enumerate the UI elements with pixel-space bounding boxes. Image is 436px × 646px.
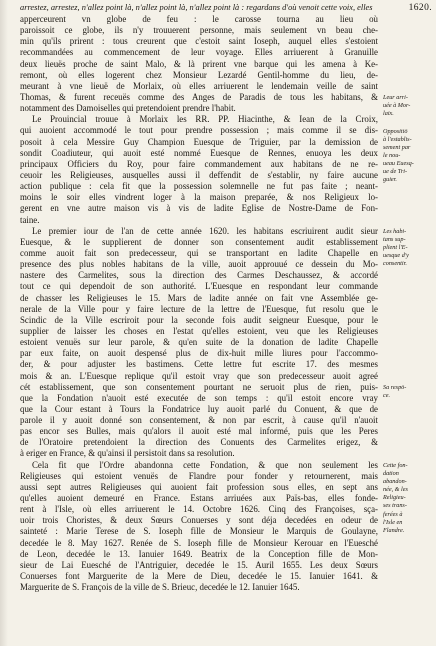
text-line: presence des plus nobles habitans de la ville, auoit approuué ce dessein du Mo- [20, 259, 378, 270]
text-line: pas encor ses Bulles, mais qu'alors il auoit esté mal informé, puis que les Peres [20, 426, 378, 437]
text-line: gerent en vne autre maison vis à vis de ladite Eglise de Nostre-Dame de Fon- [20, 203, 378, 214]
margin-note-line: dation [383, 470, 399, 478]
text-line: action publique : cela fit que la possession solemnelle ne fut pas faite ; neant- [20, 181, 378, 192]
text-line: mois & an. L'Euesque replique qu'il estoit vray que son predecesseur auoit agreé [20, 370, 378, 381]
text-line: à eriger en France, & qu'ainsi il persistoit dans sa resolution. [20, 448, 235, 459]
margin-note-line: l'Isle en [383, 518, 403, 526]
text-line: taine. [20, 214, 40, 225]
text-line: parole il y auoit donné son consentement, & non par escrit, à cause qu'il n'auoit [20, 415, 378, 426]
text-line: decedée le 8. May 1627. Renée de S. Ioseph fille de Monsieur Kerouar en l'Euesché [20, 537, 378, 548]
margin-note-line: née, & les [383, 486, 408, 494]
text-line: cét establissement, que son consentement pourtant ne seruoit plus de rien, puis- [20, 381, 378, 392]
text-line: que la Cour estant à Tours la Fondatrice luy auoit parlé du Conuent, & que de [20, 403, 378, 414]
margin-note-line: laix. [383, 110, 394, 118]
text-line: supplier de laisser les choses en l'estat qu'elles estoient, veu que les Religieuses [20, 325, 378, 336]
text-line: recommandées au commencement de leur voyage. Elles arriuerent à Granuille [20, 47, 378, 58]
margin-note-line: Religieu- [383, 494, 406, 502]
margin-note-line: tans sup- [383, 235, 406, 243]
main-text-column [20, 14, 378, 642]
running-head [20, 2, 432, 14]
text-line: der, & pour adjuster les bastimens. Cette lettre fut escrite 17. des mesmes [20, 359, 378, 370]
text-line: Scindic de la Ville escriroit pour la seconde fois audit seigneur Euesque, pour le [20, 314, 378, 325]
text-line: de chasser les Religieuses le 15. Mars de ladite année on fait vne Assemblée ge- [20, 292, 378, 303]
text-line: uoir trois Choristes, & deux Sœurs Conuerses y sont déja decedées en odeur de [20, 515, 378, 526]
text-line: notamment des Damoiselles qui pretendoient prendre l'habit. [20, 103, 236, 114]
text-line: paroissoit ce globe, ils n'y trouuerent personne, mais seulement vn beau che- [20, 25, 378, 36]
margin-note-line: ce. [383, 392, 391, 400]
margin-note-line: uesque d'y [383, 252, 409, 260]
text-line: qu'elles auoient demeuré en France. Estans arriuées aux Païs-bas, elles fonde- [20, 493, 378, 504]
text-line: Euesque, & le supplierent de donner son consentement audit establissement [20, 236, 378, 247]
text-line: remont, où elles logerent chez Monsieur Lezardé Gentil-homme du lieu, de- [20, 69, 378, 80]
text-line: apperceurent vn globe de feu : le carosse tourna au lieu où [20, 14, 378, 24]
margin-note-line: guier. [383, 176, 397, 184]
text-line: Le Prouincial trouue à Morlaix les RR. PP. Hiacinthe, & Iean de la Croix, [32, 114, 378, 125]
margin-note-line: à l'establis- [383, 135, 412, 143]
text-line: sieur de Lai Euesché de l'Antriguier, decedée le 15. Auril 1655. Les deux Sœurs [20, 559, 378, 570]
text-line: rent à l'Isle, où elles arriuerent le 14. Octobre 1626. Cinq des Françoises, sça- [20, 504, 378, 515]
margin-note-line: sement par [383, 143, 411, 151]
text-line: comme auoit fait son predecesseur, qui se transportant en ladite Chapelle en [20, 247, 378, 258]
text-line: Conuerses font Marguerite de la Mere de Dieu, decedée le 15. Ianuier 1641. & [20, 571, 378, 582]
margin-note-line: abandon- [383, 478, 407, 486]
margin-note-line: Les habi- [383, 227, 407, 235]
text-line: nerale de la Ville pour y faire lecture de la lettre de l'Euesque, fut resolu que le [20, 303, 378, 314]
margin-note-line: ue de Tri- [383, 167, 408, 175]
margin-note-line: plient l'E- [383, 244, 408, 252]
margin-note [383, 228, 435, 268]
margin-note-line: ferées à [383, 510, 403, 518]
text-line: de Leon, decedée le 13. Ianuier 1649. Beatrix de la Conception fille de Mon- [20, 548, 378, 559]
text-line: Cela fit que l'Ordre abandonna cette Fondation, & que non seulement les [32, 459, 378, 470]
text-line: par eux faite, on auoit despensé plus de dix-huit mille liures pour l'accommo- [20, 348, 378, 359]
text-line: nastere des Carmelites, sous la direction des Carmes Deschaussez, & accordé [20, 270, 378, 281]
text-line: qui auoient accommodé le tout pour prendre possession ; mais comme il se dis- [20, 125, 378, 136]
text-line: moins le soir elles vindrent loger à la maison preparée, & nos Religieux lo- [20, 192, 378, 203]
text-line: tout ce qui dependoit de son authorité. L'Euesque en respondant leur commande [20, 281, 378, 292]
margin-note-line: ueau Euesq- [383, 159, 414, 167]
text-line: deux lieuës proche de saint Malo, & là prirent vne barque qui les amena à Ke- [20, 58, 378, 69]
text-line: Le premier iour de l'an de cette année 1620. les habitans escriuirent audit sieur [32, 225, 378, 236]
margin-note-line: le nou- [383, 151, 401, 159]
margin-note-line: Flandre. [383, 526, 405, 534]
text-line: estoient venuës sur leur parole, & qu'en suite de la donation de ladite Chapelle [20, 337, 378, 348]
margin-note [383, 462, 435, 535]
margin-note-line: Leur arri- [383, 94, 408, 102]
text-line: aussi sept autres Religieuses qui auoient fait profession sous elles, en sept ans [20, 481, 378, 492]
margin-note-line: consentir. [383, 260, 407, 268]
text-line: min qu'ils prirent : tous creurent que c'estoit saint Ioseph, auquel elles s'estoient [20, 36, 378, 47]
margin-note-line: uée à Mor- [383, 102, 411, 110]
margin-note-line: Oppositiō [383, 127, 408, 135]
margin-note [383, 384, 435, 400]
text-line: Marguerite de S. François de la ville de S. Brieuc, decedée le 12. Ianuier 1645. [20, 582, 300, 593]
text-line: de l'Oratoire pretendoient la direction des Conuents des Carmelites erigez, & [20, 437, 378, 448]
margin-note [383, 94, 435, 118]
page-year: 1620. [408, 3, 432, 13]
margin-note-line: ses trans- [383, 502, 407, 510]
text-line: sainteté : Marie Terese de S. Ioseph fille de Monsieur le Marquis de Goulayne, [20, 526, 378, 537]
text-line: meurant à vne lieuë de Morlaix, où elles arriuerent le lendemain veille de saint [20, 80, 378, 91]
text-line: sondit Coadiuteur, qui auoit esté nommé Euesque de Rennes, enuoya les deux [20, 147, 378, 158]
page-gutter-shadow [0, 0, 8, 646]
margin-notes [383, 14, 435, 642]
running-head-text: arrestez, arrestez, n'allez point là, n'allez point là, n'allez point là : regardans d'où venoit cette voix, elles [20, 3, 373, 12]
margin-note-line: Sa respō- [383, 383, 407, 391]
text-line: ceuoir les Religieuses, ausquelles aussi il deffendit de s'establir, ny faire aucune [20, 169, 378, 180]
text-line: posoit à cela Messire Guy Champion Euesque de Triguier, par la demission de [20, 136, 378, 147]
text-line: Religieuses qui estoient venuës de Flandre pour fonder y retournerent, mais [20, 470, 378, 481]
text-line: Thomas, & furent receuës comme des Anges de Paradis de tous les habitans, & [20, 91, 378, 102]
margin-note [383, 128, 435, 185]
margin-note-line: Cette fon- [383, 462, 408, 469]
text-line: principaux Officiers du Roy, pour faire commandement aux habitans de ne re- [20, 158, 378, 169]
text-line: que la Fondation n'auoit esté executée de son temps : qu'il estoit encore vray [20, 392, 378, 403]
